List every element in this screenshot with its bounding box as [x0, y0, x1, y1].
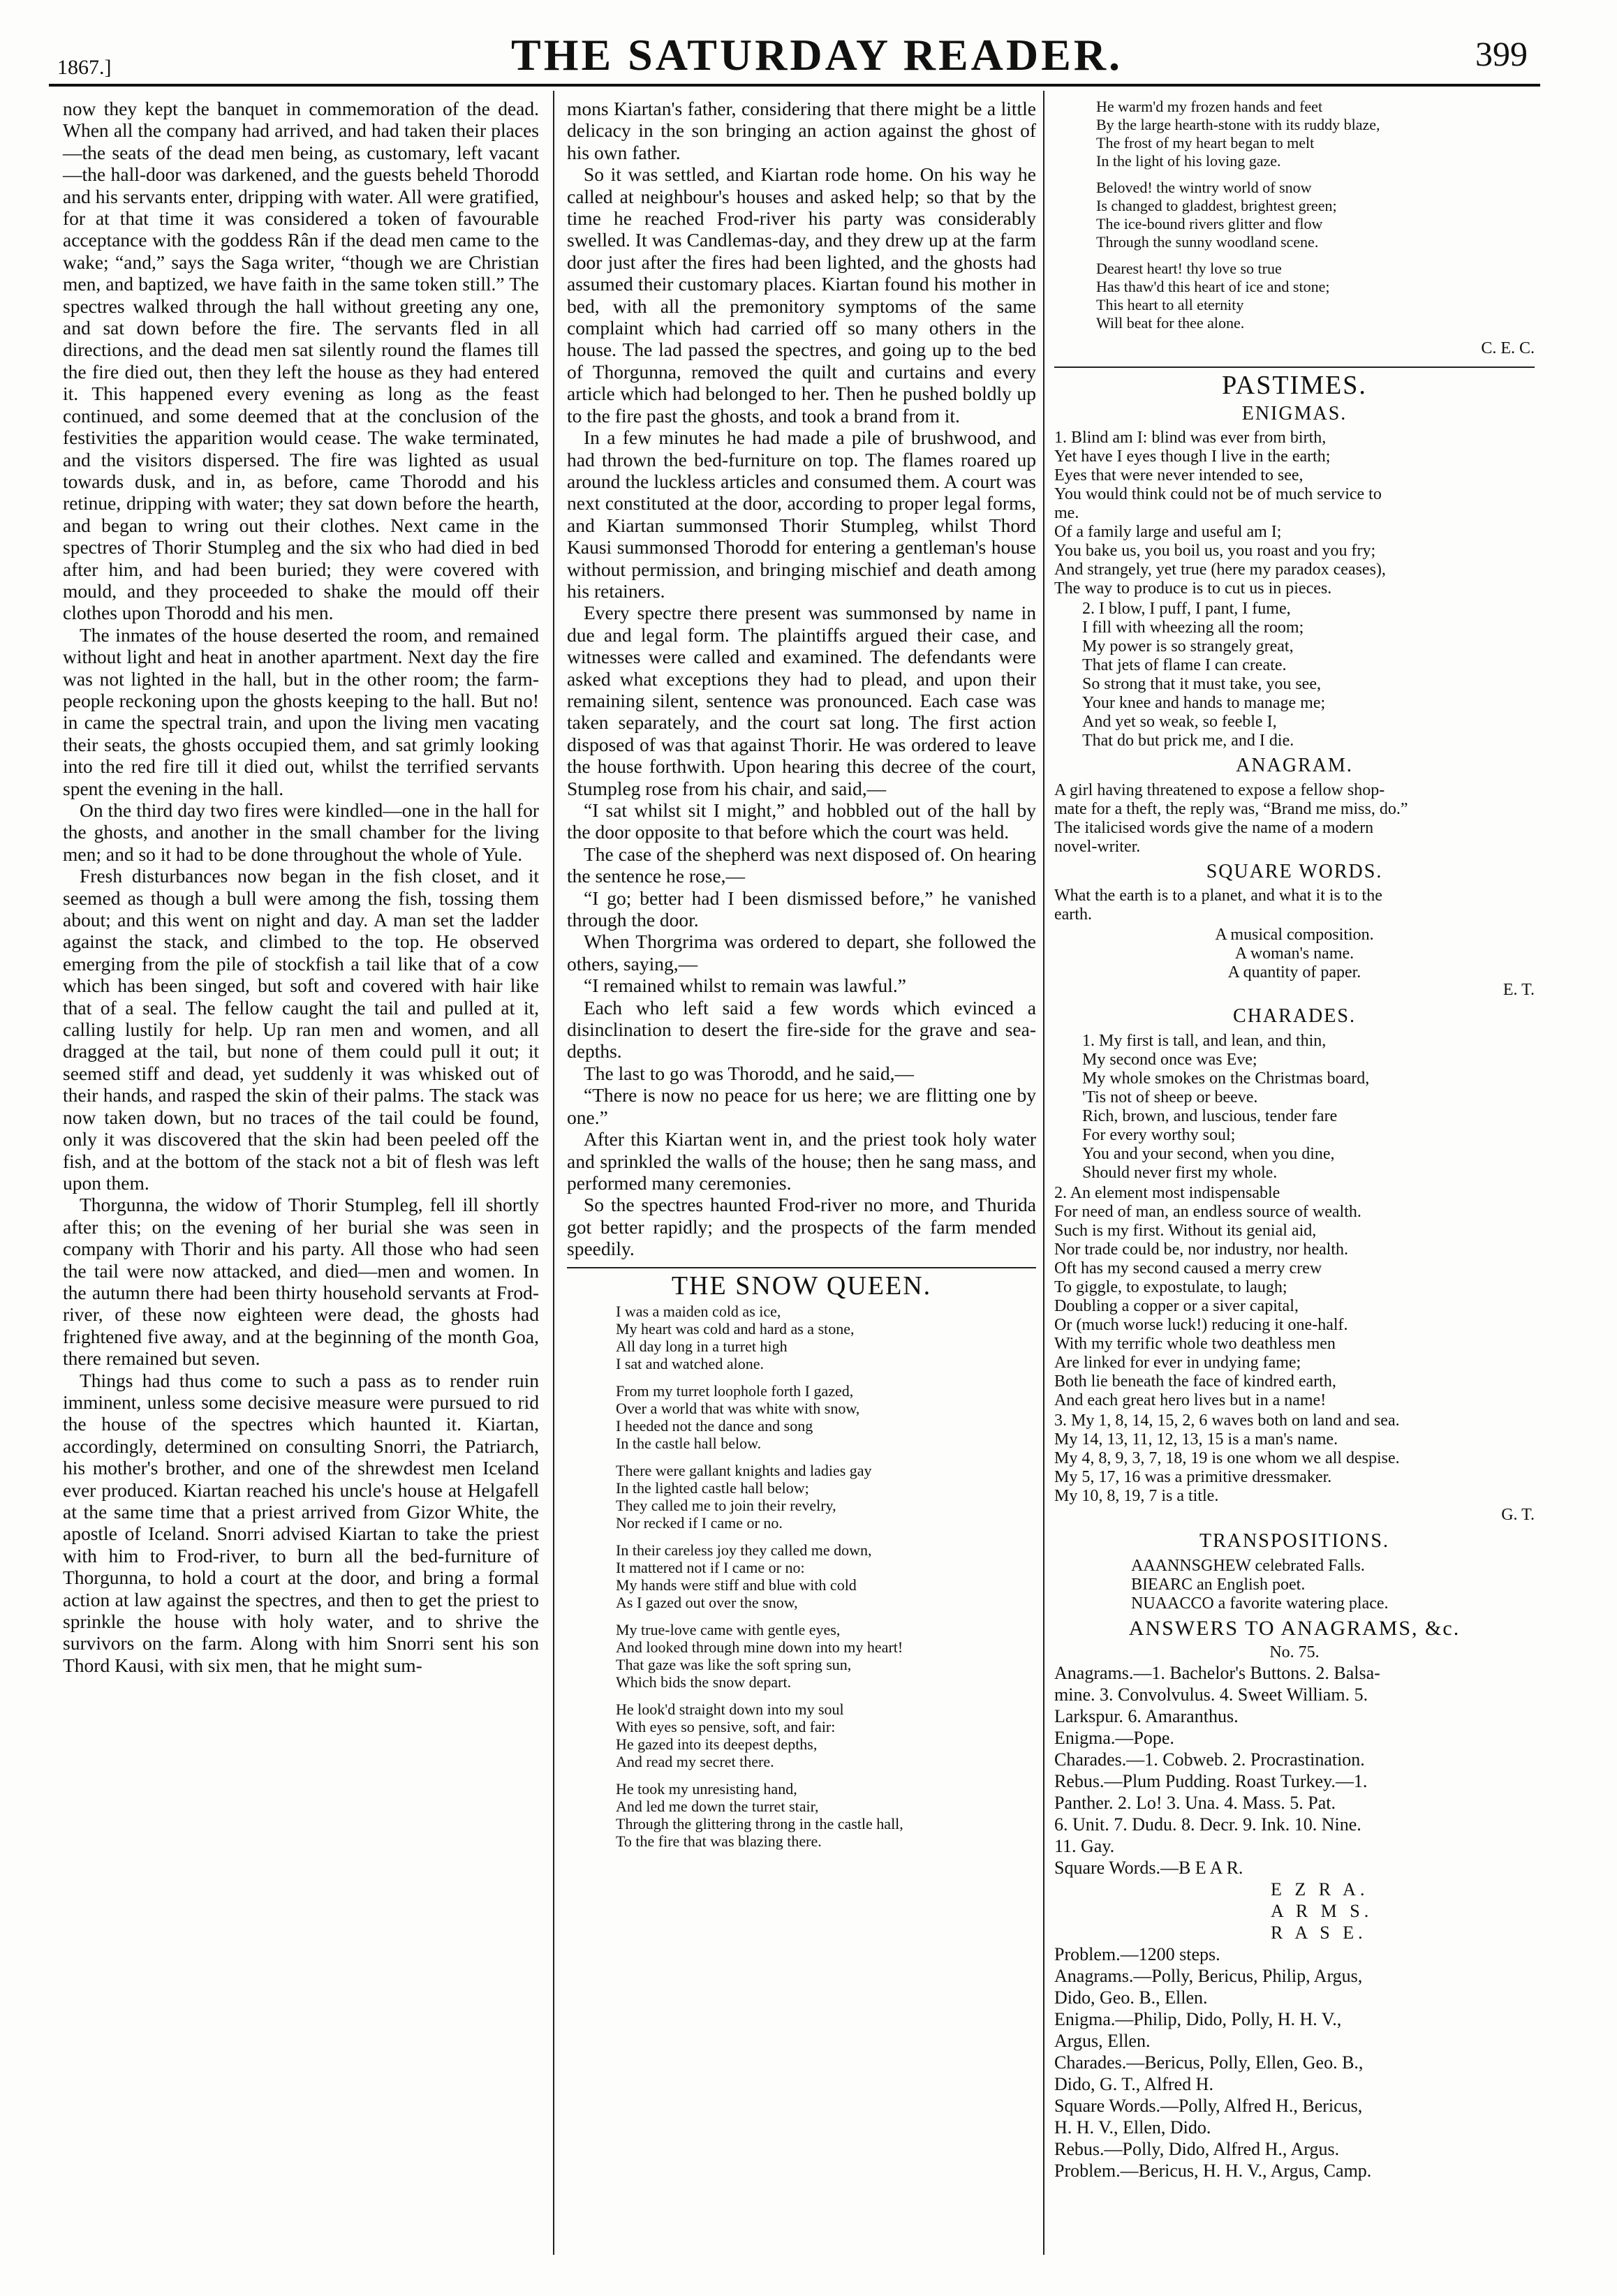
poem-line: Nor recked if I came or no. — [616, 1513, 783, 1532]
charade-line: For need of man, an endless source of wealth. — [1054, 1202, 1361, 1221]
poem-signature: C. E. C. — [1481, 339, 1535, 357]
answer-line: 6. Unit. 7. Dudu. 8. Decr. 9. Ink. 10. Nine. — [1054, 1814, 1361, 1835]
poem-line: From my turret loophole forth I gazed, — [616, 1382, 854, 1400]
charade-line: For every worthy soul; — [1082, 1125, 1236, 1144]
charade-2 — [1054, 1184, 1535, 1410]
poem-line: This heart to all eternity — [1096, 296, 1244, 313]
charade-line: My second once was Eve; — [1082, 1050, 1257, 1069]
answer-line: Enigma.—Philip, Dido, Polly, H. H. V., — [1054, 2009, 1342, 2030]
enigma-line: The way to produce is to cut us in pieces. — [1054, 579, 1332, 598]
poem-stanza — [616, 1462, 1036, 1532]
poem-stanza — [616, 1780, 1036, 1850]
header-rule — [49, 84, 1540, 87]
answer-line: mine. 3. Convolvulus. 4. Sweet William. 5. — [1054, 1684, 1368, 1705]
answer-line: Panther. 2. Lo! 3. Una. 4. Mass. 5. Pat. — [1054, 1793, 1336, 1814]
column-divider-1 — [553, 91, 554, 2255]
charade-line: 'Tis not of sheep or beeve. — [1082, 1088, 1258, 1106]
answer-line: Charades.—Bericus, Polly, Ellen, Geo. B., — [1054, 2052, 1364, 2073]
enigma-2 — [1082, 600, 1535, 750]
poem-line: As I gazed out over the snow, — [616, 1593, 798, 1611]
square-words-title: SQUARE WORDS. — [1206, 860, 1383, 882]
article-paragraph: “I sat whilst sit I might,” and hobbled out of the hall by the door opposite to that before which the court was held. — [567, 799, 1036, 843]
enigma-line: 1. Blind am I: blind was ever from birth, — [1054, 429, 1327, 447]
answer-line: Larkspur. 6. Amaranthus. — [1054, 1706, 1239, 1727]
poem-line: Is changed to gladdest, brightest green; — [1096, 197, 1337, 214]
poem-line: Which bids the snow depart. — [616, 1673, 792, 1691]
article-paragraph: Things had thus come to such a pass as to render ruin imminent, unless some decisive measure were pursued to rid the house of the spectres which haunted it. Kiartan, accordingly, determined on consulting Snorri, the Patriarch, his mother's brother, and one of the shrewdest men Iceland ever produced. Kiartan reached his uncle's house at Helgafell at the same time that a priest arrived from Gizor White, the apostle of Iceland. Snorri advised Kiartan to take the priest with him to Frod-river, to burn all the bed-furniture of Thorgunna, to hold a court at the door, and bring a formal action at law against the spectres, and then to get the priest to sprinkle the house with holy water, and to shrive the survivors on the farm. Along with him Snorri sent his son Thord Kausi, with six men, that he might sum- — [63, 1369, 539, 1676]
poem-line: My heart was cold and hard as a stone, — [616, 1319, 855, 1338]
answer-line: Dido, Geo. B., Ellen. — [1054, 1987, 1208, 2008]
enigma-line: Eyes that were never intended to see, — [1054, 466, 1304, 485]
column-3 — [1054, 98, 1535, 2182]
charade-line: My 4, 8, 9, 3, 7, 18, 19 is one whom we all despise. — [1054, 1449, 1400, 1467]
poem-line: It mattered not if I came or no: — [616, 1558, 805, 1576]
anagram-line: mate for a theft, the reply was, “Brand me miss, do.” — [1054, 799, 1408, 818]
charade-line: To giggle, to expostulate, to laugh; — [1054, 1277, 1287, 1296]
square-words-answer — [1271, 1879, 1535, 1943]
charade-line: And each great hero lives but in a name! — [1054, 1391, 1327, 1409]
poem-stanza — [1096, 260, 1535, 332]
anagram-title: ANAGRAM. — [1236, 755, 1353, 777]
poem-line: Will beat for thee alone. — [1096, 314, 1245, 332]
transposition-line: BIEARC an English poet. — [1131, 1575, 1306, 1594]
article-paragraph: mons Kiartan's father, considering that there might be a little delicacy in the son bringing an action against the ghost of his own father. — [567, 98, 1036, 163]
enigma-line: That do but prick me, and I die. — [1082, 732, 1294, 750]
answer-line: Enigma.—Pope. — [1054, 1728, 1174, 1749]
poem-line: In their careless joy they called me down, — [616, 1541, 872, 1559]
charade-line: My whole smokes on the Christmas board, — [1082, 1069, 1370, 1088]
answer-line: Charades.—1. Cobweb. 2. Procrastination. — [1054, 1749, 1365, 1770]
article-paragraph: “I go; better had I been dismissed before,” he vanished through the door. — [567, 887, 1036, 931]
answers-number: No. 75. — [1269, 1643, 1320, 1662]
charades-signature: G. T. — [1501, 1505, 1535, 1524]
poem-line: He look'd straight down into my soul — [616, 1700, 844, 1718]
article-paragraph: “I remained whilst to remain was lawful.” — [584, 975, 906, 997]
poem-stanza — [1096, 179, 1535, 251]
answers-list-continued — [1054, 1943, 1535, 2182]
poem-line: To the fire that was blazing there. — [616, 1832, 822, 1850]
answer-line: Square Words.—B E A R. — [1054, 1858, 1243, 1879]
answer-line: Square Words.—Polly, Alfred H., Bericus, — [1054, 2096, 1363, 2117]
enigma-line: Of a family large and useful am I; — [1054, 523, 1282, 542]
article-paragraph: So the spectres haunted Frod-river no more, and Thurida got better rapidly; and the prospects of the farm mended speedily. — [567, 1194, 1036, 1260]
poem-line: Through the glittering throng in the castle hall, — [616, 1814, 903, 1832]
column-1 — [63, 98, 539, 1676]
poem-line: He warm'd my frozen hands and feet — [1096, 98, 1323, 115]
answers-title: ANSWERS TO ANAGRAMS, &c. — [1128, 1616, 1461, 1640]
poem-stanza — [616, 1541, 1036, 1611]
article-paragraph: When Thorgrima was ordered to depart, she followed the others, saying,— — [567, 931, 1036, 975]
charade-line: You and your second, when you dine, — [1082, 1144, 1335, 1163]
enigma-line: I fill with wheezing all the room; — [1082, 619, 1304, 637]
poem-stanza — [616, 1382, 1036, 1452]
poem-stanza — [616, 1303, 1036, 1372]
anagram-line: A girl having threatened to expose a fellow shop- — [1054, 780, 1385, 799]
poem-line: With eyes so pensive, soft, and fair: — [616, 1717, 836, 1735]
charade-line: My 10, 8, 19, 7 is a title. — [1054, 1486, 1219, 1505]
poem-line: The ice-bound rivers glitter and flow — [1096, 215, 1323, 232]
charade-line: Or (much worse luck!) reducing it one-half. — [1054, 1315, 1348, 1334]
anagram-line: novel-writer. — [1054, 837, 1141, 856]
article-paragraph: After this Kiartan went in, and the priest took holy water and sprinkled the walls of the house; then he sang mass, and performed many ceremonies. — [567, 1128, 1036, 1194]
masthead-title: THE SATURDAY READER. — [511, 30, 1123, 80]
charade-line: Rich, brown, and luscious, tender fare — [1082, 1106, 1338, 1125]
poem-line: There were gallant knights and ladies gay — [616, 1461, 872, 1479]
anagram-line: The italicised words give the name of a modern — [1054, 818, 1374, 837]
enigma-line: 2. I blow, I puff, I pant, I fume, — [1082, 600, 1291, 619]
square-words-text — [1054, 887, 1535, 924]
enigmas-title: ENIGMAS. — [1241, 402, 1348, 424]
section-rule — [567, 1267, 1036, 1268]
column-divider-2 — [1043, 91, 1044, 2255]
charade-line: With my terrific whole two deathless men — [1054, 1334, 1336, 1353]
poem-line: All day long in a turret high — [616, 1337, 788, 1355]
poem-line: In the lighted castle hall below; — [616, 1479, 809, 1497]
poem-line: He took my unresisting hand, — [616, 1779, 797, 1798]
poem-line: My hands were stiff and blue with cold — [616, 1576, 857, 1594]
poem-stanza — [616, 1701, 1036, 1770]
answer-line: Problem.—1200 steps. — [1054, 1944, 1220, 1965]
poem-line: And looked through mine down into my heart! — [616, 1638, 903, 1656]
poem-line: I sat and watched alone. — [616, 1354, 764, 1372]
article-paragraph: The last to go was Thorodd, and he said,— — [584, 1062, 915, 1084]
poem-line: Dearest heart! thy love so true — [1096, 260, 1282, 277]
page-number: 399 — [1475, 34, 1528, 73]
answer-line: Problem.—Bericus, H. H. V., Argus, Camp. — [1054, 2161, 1372, 2182]
square-answer-line: E Z R A. — [1271, 1879, 1369, 1900]
transposition-line: AAANNSGHEW celebrated Falls. — [1131, 1556, 1365, 1575]
answer-line: Rebus.—Plum Pudding. Roast Turkey.—1. — [1054, 1771, 1368, 1792]
square-answer-line: A R M S. — [1271, 1901, 1373, 1922]
answer-line: Anagrams.—1. Bachelor's Buttons. 2. Balsa- — [1054, 1663, 1380, 1684]
poem-line: They called me to join their revelry, — [616, 1496, 836, 1514]
charade-line: 1. My first is tall, and lean, and thin, — [1082, 1031, 1327, 1050]
article-paragraph: So it was settled, and Kiartan rode home. On his way he called at neighbour's houses and asked help; so that by the time he reached Frod-river his party was considerably swelled. It was Candlemas-day, and they drew up at the farm door just after the fires had been lighted, and the ghosts had assumed their customary places. Kiartan found his mother in bed, with all the premonitory symptoms of the same complaint which had carried off so many others in the house. The lad passed the spectres, and going up to the bed of Thorgunna, removed the quilt and curtains and every article which had belonged to her. Then he pushed boldly up to the fire past the ghosts, and took a brand from it. — [567, 163, 1036, 427]
charade-line: Oft has my second caused a merry crew — [1054, 1259, 1322, 1277]
charade-line: Should never first my whole. — [1082, 1163, 1278, 1182]
answer-line: Dido, G. T., Alfred H. — [1054, 2074, 1213, 2095]
article-paragraph: Fresh disturbances now began in the fish closet, and it seemed as though a bull were among the fish, tossing them about; and this went on night and day. A man set the ladder against the stack, and climbed to the top. He observed emerging from the pile of stockfish a tail like that of a cow which has been singed, but soft and covered with hair like that of a seal. The fellow caught the tail and pulled at it, calling lustily for help. Up ran men and women, and all dragged at the tail, but none of them could pull it out; it seemed stiff and dead, yet suddenly it was whisked out of their hands, and rasped the skin of their palms. The stack was now taken down, but no traces of the tail could be found, only it was discovered that the skin had been peeled off the fish, and at the bottom of the stack not a bit of flesh was left upon them. — [63, 865, 539, 1194]
section-rule — [1054, 366, 1535, 368]
article-paragraph: In a few minutes he had made a pile of brushwood, and had thrown the bed-furniture on top. The flames roared up around the luckless articles and consumed them. A court was next constituted at the door, according to proper legal forms, and Kiartan summonsed Thorir Stumpleg, whilst Thord Kausi summonsed Thorodd for entering a gentleman's house without permission, and bringing mischief and death among his retainers. — [567, 427, 1036, 602]
poem-continuation — [1054, 98, 1535, 332]
poem-line: I was a maiden cold as ice, — [616, 1302, 781, 1320]
enigma-line: Yet have I eyes though I live in the earth; — [1054, 447, 1331, 466]
answer-line: 11. Gay. — [1054, 1836, 1115, 1857]
article-paragraph: Each who left said a few words which evinced a disinclination to desert the fire-side for the grave and sea-depths. — [567, 996, 1036, 1062]
poem-line: Has thaw'd this heart of ice and stone; — [1096, 278, 1330, 295]
charade-line: 2. An element most indispensable — [1054, 1183, 1280, 1202]
enigma-line: And yet so weak, so feeble I, — [1082, 713, 1277, 732]
poem-line: My true-love came with gentle eyes, — [616, 1620, 841, 1638]
article-paragraph: The inmates of the house deserted the room, and remained without light and heat in another apartment. Next day the fire was not lighted in the hall, but in the other room; the farm-people reckoning upon the ghosts keeping to the hall. But no! in came the spectral train, and upon the living men vacating their seats, the ghosts occupied them, and sat grimly looking into the red fire till it died out, whilst the terrified servants spent the evening in the hall. — [63, 623, 539, 799]
enigma-line: Your knee and hands to manage me; — [1082, 694, 1326, 713]
poem-body — [567, 1303, 1036, 1850]
article-paragraph: now they kept the banquet in commemoration of the dead. When all the company had arrived, and had taken their places—the seats of the dead men being, as customary, left vacant —the hall-door was darkened, and the guests beheld Thorodd and his servants enter, dripping with water. All were gratified, for at that time it was considered a token of favourable acceptance with the goddess Rân if the dead men came to the wake; “and,” says the Saga writer, “though we are Christian men, and baptized, we have faith in the same token still.” The spectres walked through the hall without greeting any one, and sat down before the fire. The servants fled in all directions, and the dead men sat silently round the flames till the fire died out, then they left the house as they had entered it. This happened every evening as long as the feast continued, and some deemed that at the conclusion of the festivities the apparition would cease. The wake terminated, and the visitors dispersed. The fire was lighted as usual towards dusk, and in, as before, came Thorodd and his retinue, dripping with water; they sat down before the hearth, and began to wring out their clothes. Next came in the spectres of Thorir Stumpleg and the six who had died in bed after him, and had been buried; they were covered with mould, and they proceeded to shake the mould off their clothes upon Thorodd and his men. — [63, 98, 539, 624]
enigma-line: My power is so strangely great, — [1082, 637, 1294, 656]
poem-line: That gaze was like the soft spring sun, — [616, 1655, 852, 1673]
column-2 — [567, 98, 1036, 1860]
square-words-line: earth. — [1054, 905, 1092, 924]
article-paragraph: Every spectre there present was summonsed by name in due and legal form. The plaintiffs argued their case, and witnesses were called and examined. The defendants were asked what exceptions they had to plead, and upon their remaining silent, sentence was pronounced. Each case was taken separately, and the court sat long. The first action disposed of was that against Thorir. He was ordered to leave the house forthwith. Upon hearing this decree of the court, Stumpleg rose from his chair, and said,— — [567, 602, 1036, 799]
enigma-line: And strangely, yet true (here my paradox ceases), — [1054, 561, 1386, 579]
poem-line: In the light of his loving gaze. — [1096, 152, 1281, 170]
article-paragraph: Thorgunna, the widow of Thorir Stumpleg, fell ill shortly after this; on the evening of her burial she was seen in company with Thorir and his party. All those who had seen the tail were now attacked, and died—men and women. In the autumn there had been thirty household servants at Frod-river, of these now eighteen were dead, the ghosts had frightened five away, and at the beginning of the month Goa, there remained but seven. — [63, 1194, 539, 1370]
poem-title: THE SNOW QUEEN. — [671, 1271, 932, 1301]
answer-line: Anagrams.—Polly, Bericus, Philip, Argus, — [1054, 1966, 1363, 1987]
poem-line: By the large hearth-stone with its ruddy blaze, — [1096, 116, 1380, 133]
square-words-clue: A musical composition. — [1215, 926, 1374, 945]
poem-line: And read my secret there. — [616, 1752, 774, 1770]
enigma-1 — [1054, 429, 1535, 598]
charade-line: Both lie beneath the face of kindred earth, — [1054, 1372, 1336, 1391]
poem-line: Through the sunny woodland scene. — [1096, 233, 1319, 251]
pastimes-title: PASTIMES. — [1222, 371, 1367, 401]
charade-line: Such is my first. Without its genial aid, — [1054, 1221, 1317, 1240]
answer-line: Rebus.—Polly, Dido, Alfred H., Argus. — [1054, 2139, 1340, 2160]
poem-line: In the castle hall below. — [616, 1434, 762, 1452]
enigma-line: You would think could not be of much service to — [1054, 485, 1382, 504]
charade-line: My 14, 13, 11, 12, 13, 15 is a man's name. — [1054, 1430, 1338, 1449]
charade-line: Doubling a copper or a siver capital, — [1054, 1296, 1299, 1315]
poem-line: And led me down the turret stair, — [616, 1797, 819, 1815]
square-words-clues — [1054, 926, 1535, 982]
poem-stanza — [1096, 98, 1535, 170]
square-words-signature: E. T. — [1502, 981, 1535, 1000]
transpositions-list — [1131, 1557, 1535, 1613]
charade-3 — [1054, 1412, 1535, 1506]
square-answer-line: R A S E. — [1271, 1923, 1367, 1943]
poem-line: The frost of my heart began to melt — [1096, 134, 1315, 151]
poem-line: I heeded not the dance and song — [616, 1416, 813, 1435]
enigma-line: So strong that it must take, you see, — [1082, 675, 1321, 694]
article-paragraph: On the third day two fires were kindled—one in the hall for the ghosts, and another in the small chamber for the living men; and so it had to be done throughout the whole of Yule. — [63, 799, 539, 865]
poem-line: He gazed into its deepest depths, — [616, 1735, 818, 1753]
answers-list — [1054, 1662, 1535, 1879]
transposition-line: NUAACCO a favorite watering place. — [1131, 1594, 1389, 1613]
charade-line: My 5, 17, 16 was a primitive dressmaker. — [1054, 1467, 1332, 1486]
charades-title: CHARADES. — [1233, 1005, 1356, 1028]
transpositions-title: TRANSPOSITIONS. — [1199, 1530, 1389, 1553]
charade-1 — [1082, 1032, 1535, 1183]
poem-line: Over a world that was white with snow, — [616, 1399, 860, 1417]
charade-line: 3. My 1, 8, 14, 15, 2, 6 waves both on land and sea. — [1054, 1411, 1400, 1430]
poem-line: Beloved! the wintry world of snow — [1096, 179, 1312, 196]
anagram-text — [1054, 781, 1535, 857]
square-words-clue: A woman's name. — [1234, 945, 1354, 963]
charade-line: Nor trade could be, nor industry, nor health. — [1054, 1240, 1348, 1259]
enigma-line: That jets of flame I can create. — [1082, 656, 1287, 675]
header-year: 1867.] — [57, 56, 112, 79]
article-paragraph: The case of the shepherd was next disposed of. On hearing the sentence he rose,— — [567, 843, 1036, 887]
charade-line: Are linked for ever in undying fame; — [1054, 1353, 1301, 1372]
answer-line: Argus, Ellen. — [1054, 2031, 1151, 2052]
square-words-clue: A quantity of paper. — [1227, 963, 1361, 982]
enigma-line: You bake us, you boil us, you roast and you fry; — [1054, 542, 1376, 561]
article-paragraph: “There is now no peace for us here; we are flitting one by one.” — [567, 1084, 1036, 1128]
poem-stanza — [616, 1621, 1036, 1691]
enigma-line: me. — [1054, 504, 1079, 523]
answer-line: H. H. V., Ellen, Dido. — [1054, 2117, 1211, 2138]
square-words-line: What the earth is to a planet, and what it is to the — [1054, 887, 1382, 905]
